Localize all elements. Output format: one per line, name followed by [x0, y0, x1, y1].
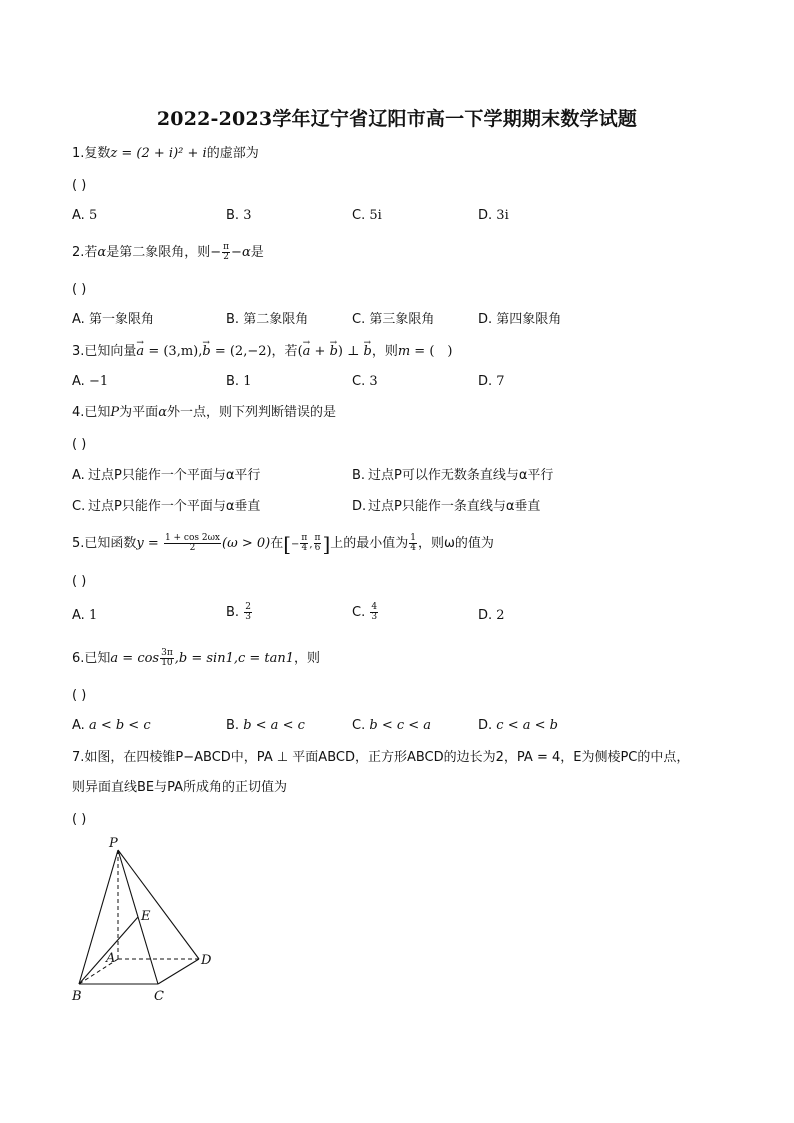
question-text: ，则 [371, 344, 398, 359]
question-text: 外一点，则下列判断错误的是 [166, 405, 336, 420]
option-d-text: 过点P只能作一条直线与α垂直 [368, 499, 541, 514]
question-number: 5. [72, 536, 85, 551]
label-e: E [141, 909, 151, 924]
math-expression: = (2,−2)，若 [210, 344, 298, 359]
option-b: B. [352, 468, 366, 483]
option-c: C. 3 [352, 374, 378, 389]
option-c: C. 5i [352, 208, 382, 223]
math-expression: (ω > 0) [222, 536, 271, 551]
answer-paren: ( ) [72, 688, 87, 703]
option-d: D. c < a < b [478, 718, 558, 733]
page-title: 2022-2023学年辽宁省辽阳市高一下学期期末数学试题 [156, 108, 638, 130]
math-fraction: $\frac{1 + \cos 2\omega x}{2}$ [164, 533, 221, 553]
vector-b: → b [363, 343, 371, 361]
label-a: A [106, 951, 116, 966]
math-fraction: $\frac{3\pi}{10}$ [161, 648, 173, 668]
option-d: D. 第四象限角 [478, 312, 562, 327]
option-b: B. 3 [226, 208, 252, 223]
math-expression: = (3,m), [144, 344, 203, 359]
option-b: B. b < a < c [226, 718, 305, 733]
option-c: C. 第三象限角 [352, 312, 435, 327]
question-7-line2: 则异面直线BE与PA所成角的正切值为 [72, 780, 288, 795]
math-symbol: ) [337, 344, 343, 359]
question-4 [72, 404, 336, 422]
question-text: 复数 [84, 146, 111, 161]
option-a: A. 5 [72, 208, 98, 223]
math-symbol: − [291, 539, 300, 550]
question-text: 是 [250, 245, 264, 260]
vector-a: → a [136, 343, 144, 361]
question-number: 3. [72, 344, 85, 359]
option-a: A. a < b < c [72, 718, 151, 733]
answer-paren: ( ) [72, 812, 87, 827]
option-d: D. 7 [478, 374, 505, 389]
math-symbol: , [309, 539, 313, 550]
question-number: 6. [72, 651, 85, 666]
math-expression: z = (2 + i)² + i [110, 146, 207, 161]
label-d: D [201, 953, 212, 968]
question-text: 的虚部为 [206, 146, 259, 161]
question-number: 7. [72, 750, 85, 765]
answer-paren: ( ) [72, 574, 87, 589]
answer-paren: ( ) [72, 178, 87, 193]
math-symbol: α [97, 245, 107, 260]
question-text: 已知向量 [84, 344, 137, 359]
option-b-text: 过点P可以作无数条直线与α平行 [368, 468, 554, 483]
math-symbol: [ [283, 531, 292, 556]
vector-b: → b [330, 343, 338, 361]
math-fraction: $\frac{\pi}{6}$ [314, 533, 321, 553]
question-text: 已知函数 [84, 536, 137, 551]
question-text: 已知 [84, 651, 111, 666]
math-symbol: ⊥ [342, 344, 364, 359]
answer-paren: ( ) [72, 282, 87, 297]
option-a-text: 过点P只能作一个平面与α平行 [88, 468, 261, 483]
math-fraction: $\frac{\pi}{2}$ [223, 242, 230, 262]
question-number: 4. [72, 405, 85, 420]
question-text: 已知 [84, 405, 111, 420]
option-c: C. b < c < a [352, 718, 432, 733]
option-b: B. 1 [226, 374, 252, 389]
math-symbol: P [110, 405, 120, 420]
math-symbol: − [210, 245, 222, 260]
label-p: P [109, 836, 118, 851]
math-expression: y = [136, 536, 163, 551]
option-c: C. [72, 499, 86, 514]
option-c-text: 过点P只能作一个平面与α垂直 [88, 499, 261, 514]
question-text: 上的最小值为 [330, 536, 409, 551]
edge-cd [158, 959, 199, 984]
question-6 [72, 649, 320, 668]
question-text: 若 [84, 245, 98, 260]
pyramid-figure [66, 830, 226, 1010]
option-d: D. 2 [478, 608, 505, 623]
question-text: 如图，在四棱锥P−ABCD中，PA ⊥ 平面ABCD，正方形ABCD的边长为2，PA = 4，E为侧棱PC的中点， [84, 750, 690, 765]
option-a: A. [72, 468, 85, 483]
option-c: C. $\frac{4}{3}$ [352, 602, 378, 622]
edge-pd [118, 850, 199, 959]
question-text: 在 [270, 536, 284, 551]
label-b: B [72, 989, 82, 1004]
question-text: ，则 [294, 651, 321, 666]
question-text: 是第二象限角，则 [106, 245, 211, 260]
math-symbol: + [310, 344, 330, 359]
question-2 [72, 243, 264, 262]
math-symbol: ] [322, 531, 331, 556]
option-d: D. [352, 499, 367, 514]
question-7 [72, 749, 689, 767]
label-c: C [154, 989, 164, 1004]
math-symbol: α [158, 405, 167, 420]
math-fraction: $\frac{\pi}{4}$ [301, 533, 308, 553]
vector-b: → b [202, 343, 210, 361]
question-1 [72, 145, 259, 163]
math-expression: a = cos [110, 651, 160, 666]
question-number: 2. [72, 245, 85, 260]
math-fraction: $\frac{1}{4}$ [410, 533, 417, 553]
math-expression: −α [231, 245, 251, 260]
question-text: 为平面 [119, 405, 159, 420]
option-a: A. 1 [72, 608, 98, 623]
question-5 [72, 531, 494, 556]
math-expression: = ( ) [410, 344, 453, 359]
option-a: A. −1 [72, 374, 109, 389]
option-a: A. 第一象限角 [72, 312, 154, 327]
question-text: ，则ω的值为 [418, 536, 494, 551]
answer-paren: ( ) [72, 437, 87, 452]
option-d: D. 3i [478, 208, 509, 223]
question-3 [72, 343, 452, 361]
math-symbol: ( [297, 344, 303, 359]
vector-a: → a [303, 343, 311, 361]
option-b: B. 第二象限角 [226, 312, 309, 327]
math-expression: ,b = sin1,c = tan1 [174, 651, 295, 666]
math-symbol: m [397, 344, 411, 359]
question-number: 1. [72, 146, 85, 161]
option-b: B. $\frac{2}{3}$ [226, 602, 251, 622]
